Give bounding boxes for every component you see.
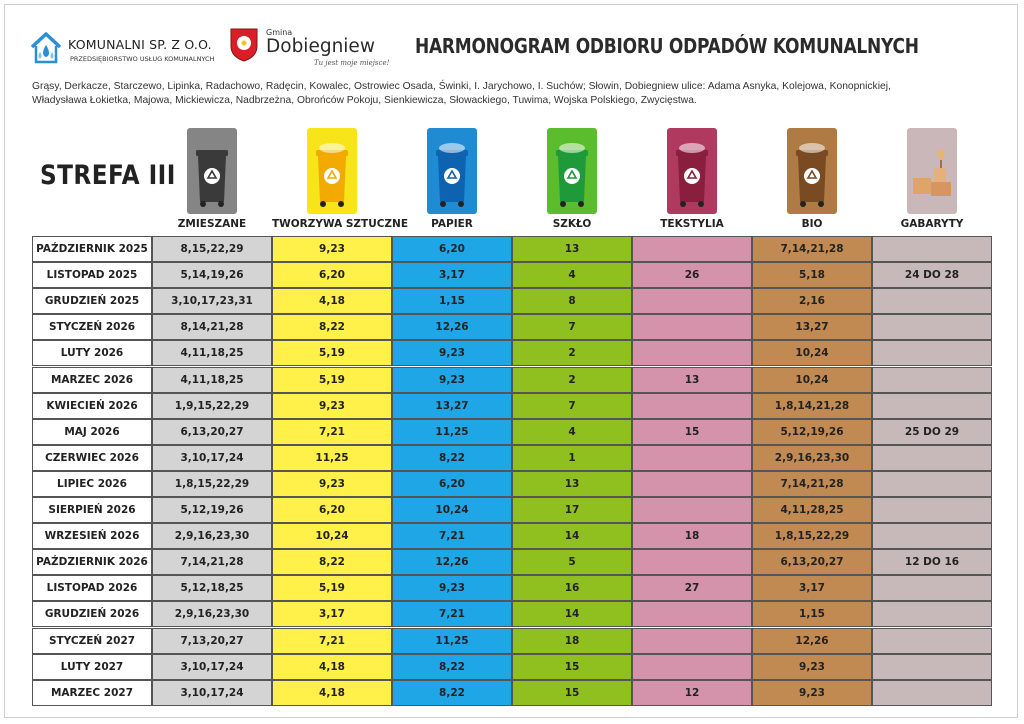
month-cell: MAJ 2026 (32, 419, 152, 445)
date-cell: 2,9,16,23,30 (152, 523, 272, 549)
date-cell: 5,14,19,26 (152, 262, 272, 288)
date-cell: 7,14,21,28 (752, 471, 872, 497)
date-cell: 1 (512, 445, 632, 471)
date-cell (872, 680, 992, 706)
date-cell: 7,13,20,27 (152, 628, 272, 654)
date-cell: 9,23 (752, 654, 872, 680)
date-cell: 8,22 (272, 314, 392, 340)
date-cell: 5 (512, 549, 632, 575)
table-row (32, 445, 992, 471)
date-cell: 3,10,17,24 (152, 445, 272, 471)
date-cell: 5,12,19,26 (152, 497, 272, 523)
date-cell: 2 (512, 340, 632, 366)
komunalni-logo (28, 30, 228, 70)
date-cell: 5,18 (752, 262, 872, 288)
month-cell: PAŹDZIERNIK 2025 (32, 236, 152, 262)
date-cell (872, 497, 992, 523)
date-cell: 9,23 (392, 575, 512, 601)
table-row (32, 471, 992, 497)
date-cell (872, 340, 992, 366)
date-cell: 10,24 (752, 367, 872, 393)
month-cell: LISTOPAD 2025 (32, 262, 152, 288)
date-cell (632, 628, 752, 654)
date-cell: 7,21 (272, 628, 392, 654)
date-cell: 3,10,17,24 (152, 680, 272, 706)
date-cell: 12,26 (392, 314, 512, 340)
bio-bin-icon (787, 128, 837, 214)
date-cell: 4,11,28,25 (752, 497, 872, 523)
date-cell: 25 DO 29 (872, 419, 992, 445)
date-cell: 4,11,18,25 (152, 367, 272, 393)
date-cell: 24 DO 28 (872, 262, 992, 288)
date-cell: 4,11,18,25 (152, 340, 272, 366)
date-cell: 7 (512, 393, 632, 419)
date-cell: 12,26 (392, 549, 512, 575)
table-row (32, 314, 992, 340)
date-cell: 5,12,19,26 (752, 419, 872, 445)
date-cell (632, 393, 752, 419)
date-cell: 6,20 (272, 262, 392, 288)
column-header: TWORZYWA SZTUCZNE (272, 218, 409, 230)
month-cell: CZERWIEC 2026 (32, 445, 152, 471)
date-cell: 15 (512, 654, 632, 680)
date-cell: 14 (512, 601, 632, 627)
column-header: ZMIESZANE (177, 218, 247, 230)
gmina-name: Dobiegniew (266, 36, 375, 57)
date-cell: 5,19 (272, 367, 392, 393)
month-cell: PAŹDZIERNIK 2026 (32, 549, 152, 575)
date-cell: 8,22 (392, 445, 512, 471)
streets-line-2: Władysława Łokietka, Majowa, Mickiewicza, Nadbrzeżna, Obrońców Pokoju, Sienkiewicza, Słowackiego, Tuwima, Wojska Polskiego, Zwycięstwa. (32, 94, 697, 106)
date-cell: 9,23 (392, 367, 512, 393)
month-cell: KWIECIEŃ 2026 (32, 393, 152, 419)
date-cell (632, 340, 752, 366)
date-cell: 9,23 (272, 393, 392, 419)
month-cell: WRZESIEŃ 2026 (32, 523, 152, 549)
date-cell: 11,25 (392, 628, 512, 654)
date-cell (632, 601, 752, 627)
month-cell: LIPIEC 2026 (32, 471, 152, 497)
date-cell: 1,15 (392, 288, 512, 314)
date-cell: 4,18 (272, 680, 392, 706)
zone-label: STREFA III (40, 160, 176, 191)
streets-line-1: Grąsy, Derkacze, Starczewo, Lipinka, Radachowo, Radęcin, Kowalec, Ostrowiec Osada, Świnki, I. Jarychowo, I. Suchów; Słowin, Dobiegniew ulice: Adama Asnyka, Kolejowa, Konopnickiej, (32, 81, 891, 92)
table-row (32, 601, 992, 627)
date-cell: 3,17 (272, 601, 392, 627)
mixed-bin-icon (187, 128, 237, 214)
house-drop-icon (28, 30, 64, 66)
date-cell: 11,25 (392, 419, 512, 445)
date-cell: 13,27 (752, 314, 872, 340)
date-cell: 9,23 (752, 680, 872, 706)
gmina-motto: Tu jest moje miejsce! (314, 59, 390, 67)
date-cell (872, 236, 992, 262)
month-cell: SIERPIEŃ 2026 (32, 497, 152, 523)
textile-bin-icon (667, 128, 717, 214)
date-cell: 1,8,15,22,29 (152, 471, 272, 497)
date-cell: 17 (512, 497, 632, 523)
date-cell (872, 575, 992, 601)
date-cell (872, 601, 992, 627)
date-cell (872, 393, 992, 419)
date-cell: 6,13,20,27 (752, 549, 872, 575)
month-cell: MARZEC 2027 (32, 680, 152, 706)
date-cell: 3,10,17,23,31 (152, 288, 272, 314)
date-cell: 7,14,21,28 (752, 236, 872, 262)
date-cell (632, 654, 752, 680)
date-cell: 9,23 (272, 236, 392, 262)
date-cell: 5,19 (272, 340, 392, 366)
date-cell: 6,13,20,27 (152, 419, 272, 445)
date-cell: 12 (632, 680, 752, 706)
date-cell (632, 236, 752, 262)
date-cell: 5,19 (272, 575, 392, 601)
date-cell: 8,15,22,29 (152, 236, 272, 262)
plastic-bin-icon (307, 128, 357, 214)
date-cell: 11,25 (272, 445, 392, 471)
date-cell: 8 (512, 288, 632, 314)
date-cell: 27 (632, 575, 752, 601)
month-cell: STYCZEŃ 2026 (32, 314, 152, 340)
month-cell: GRUDZIEŃ 2026 (32, 601, 152, 627)
table-row (32, 680, 992, 706)
date-cell (632, 288, 752, 314)
month-cell: LISTOPAD 2026 (32, 575, 152, 601)
date-cell: 18 (632, 523, 752, 549)
date-cell: 8,22 (392, 680, 512, 706)
date-cell: 7,14,21,28 (152, 549, 272, 575)
table-row (32, 262, 992, 288)
date-cell: 15 (632, 419, 752, 445)
column-header: GABARYTY (900, 218, 964, 230)
date-cell: 16 (512, 575, 632, 601)
gmina-logo (230, 26, 410, 70)
date-cell: 3,10,17,24 (152, 654, 272, 680)
date-cell: 3,17 (392, 262, 512, 288)
date-cell (872, 314, 992, 340)
date-cell: 7,21 (392, 601, 512, 627)
date-cell (632, 314, 752, 340)
date-cell: 12 DO 16 (872, 549, 992, 575)
date-cell: 3,17 (752, 575, 872, 601)
streets-list (32, 80, 972, 107)
date-cell: 2,9,16,23,30 (752, 445, 872, 471)
date-cell: 13 (512, 471, 632, 497)
date-cell: 26 (632, 262, 752, 288)
month-cell: STYCZEŃ 2027 (32, 628, 152, 654)
date-cell: 1,8,15,22,29 (752, 523, 872, 549)
date-cell: 4 (512, 419, 632, 445)
date-cell: 2,9,16,23,30 (152, 601, 272, 627)
date-cell (872, 628, 992, 654)
date-cell: 15 (512, 680, 632, 706)
column-header: TEKSTYLIA (660, 218, 724, 230)
date-cell: 18 (512, 628, 632, 654)
date-cell (632, 549, 752, 575)
date-cell: 1,9,15,22,29 (152, 393, 272, 419)
table-row (32, 523, 992, 549)
date-cell: 13 (512, 236, 632, 262)
date-cell (632, 445, 752, 471)
table-row (32, 393, 992, 419)
date-cell (872, 654, 992, 680)
date-cell (872, 288, 992, 314)
date-cell: 4,18 (272, 288, 392, 314)
date-cell: 7,21 (392, 523, 512, 549)
date-cell: 9,23 (272, 471, 392, 497)
table-row (32, 288, 992, 314)
table-row (32, 575, 992, 601)
table-row (32, 549, 992, 575)
month-cell: MARZEC 2026 (32, 367, 152, 393)
table-row (32, 628, 992, 654)
date-cell: 9,23 (392, 340, 512, 366)
table-row (32, 236, 992, 262)
date-cell: 13 (632, 367, 752, 393)
paper-bin-icon (427, 128, 477, 214)
date-cell: 4,18 (272, 654, 392, 680)
glass-bin-icon (547, 128, 597, 214)
date-cell (872, 523, 992, 549)
date-cell: 6,20 (392, 236, 512, 262)
table-row (32, 340, 992, 366)
company-name: KOMUNALNI SP. Z O.O. (68, 37, 212, 52)
date-cell: 8,22 (392, 654, 512, 680)
date-cell: 12,26 (752, 628, 872, 654)
date-cell: 10,24 (272, 523, 392, 549)
column-header: PAPIER (431, 218, 473, 230)
date-cell (872, 445, 992, 471)
column-header: BIO (801, 218, 823, 230)
date-cell: 1,15 (752, 601, 872, 627)
date-cell: 7,21 (272, 419, 392, 445)
table-row (32, 367, 992, 393)
date-cell: 10,24 (392, 497, 512, 523)
date-cell (632, 497, 752, 523)
month-cell: LUTY 2026 (32, 340, 152, 366)
furniture-icon (907, 128, 957, 214)
date-cell: 2,16 (752, 288, 872, 314)
page-title: HARMONOGRAM ODBIORU ODPADÓW KOMUNALNYCH (415, 34, 919, 58)
date-cell: 7 (512, 314, 632, 340)
date-cell: 1,8,14,21,28 (752, 393, 872, 419)
column-header: SZKŁO (552, 218, 592, 230)
month-cell: GRUDZIEŃ 2025 (32, 288, 152, 314)
date-cell: 14 (512, 523, 632, 549)
date-cell: 6,20 (272, 497, 392, 523)
table-row (32, 497, 992, 523)
crest-icon (230, 28, 258, 62)
date-cell: 2 (512, 367, 632, 393)
table-row (32, 654, 992, 680)
date-cell (872, 471, 992, 497)
table-row (32, 419, 992, 445)
date-cell: 10,24 (752, 340, 872, 366)
date-cell: 13,27 (392, 393, 512, 419)
date-cell: 8,22 (272, 549, 392, 575)
date-cell: 4 (512, 262, 632, 288)
date-cell: 6,20 (392, 471, 512, 497)
date-cell: 5,12,18,25 (152, 575, 272, 601)
month-cell: LUTY 2027 (32, 654, 152, 680)
company-subtitle: PRZEDSIĘBIORSTWO USŁUG KOMUNALNYCH (70, 55, 215, 63)
date-cell (632, 471, 752, 497)
date-cell: 8,14,21,28 (152, 314, 272, 340)
gmina-label: Gmina (266, 28, 293, 37)
date-cell (872, 367, 992, 393)
